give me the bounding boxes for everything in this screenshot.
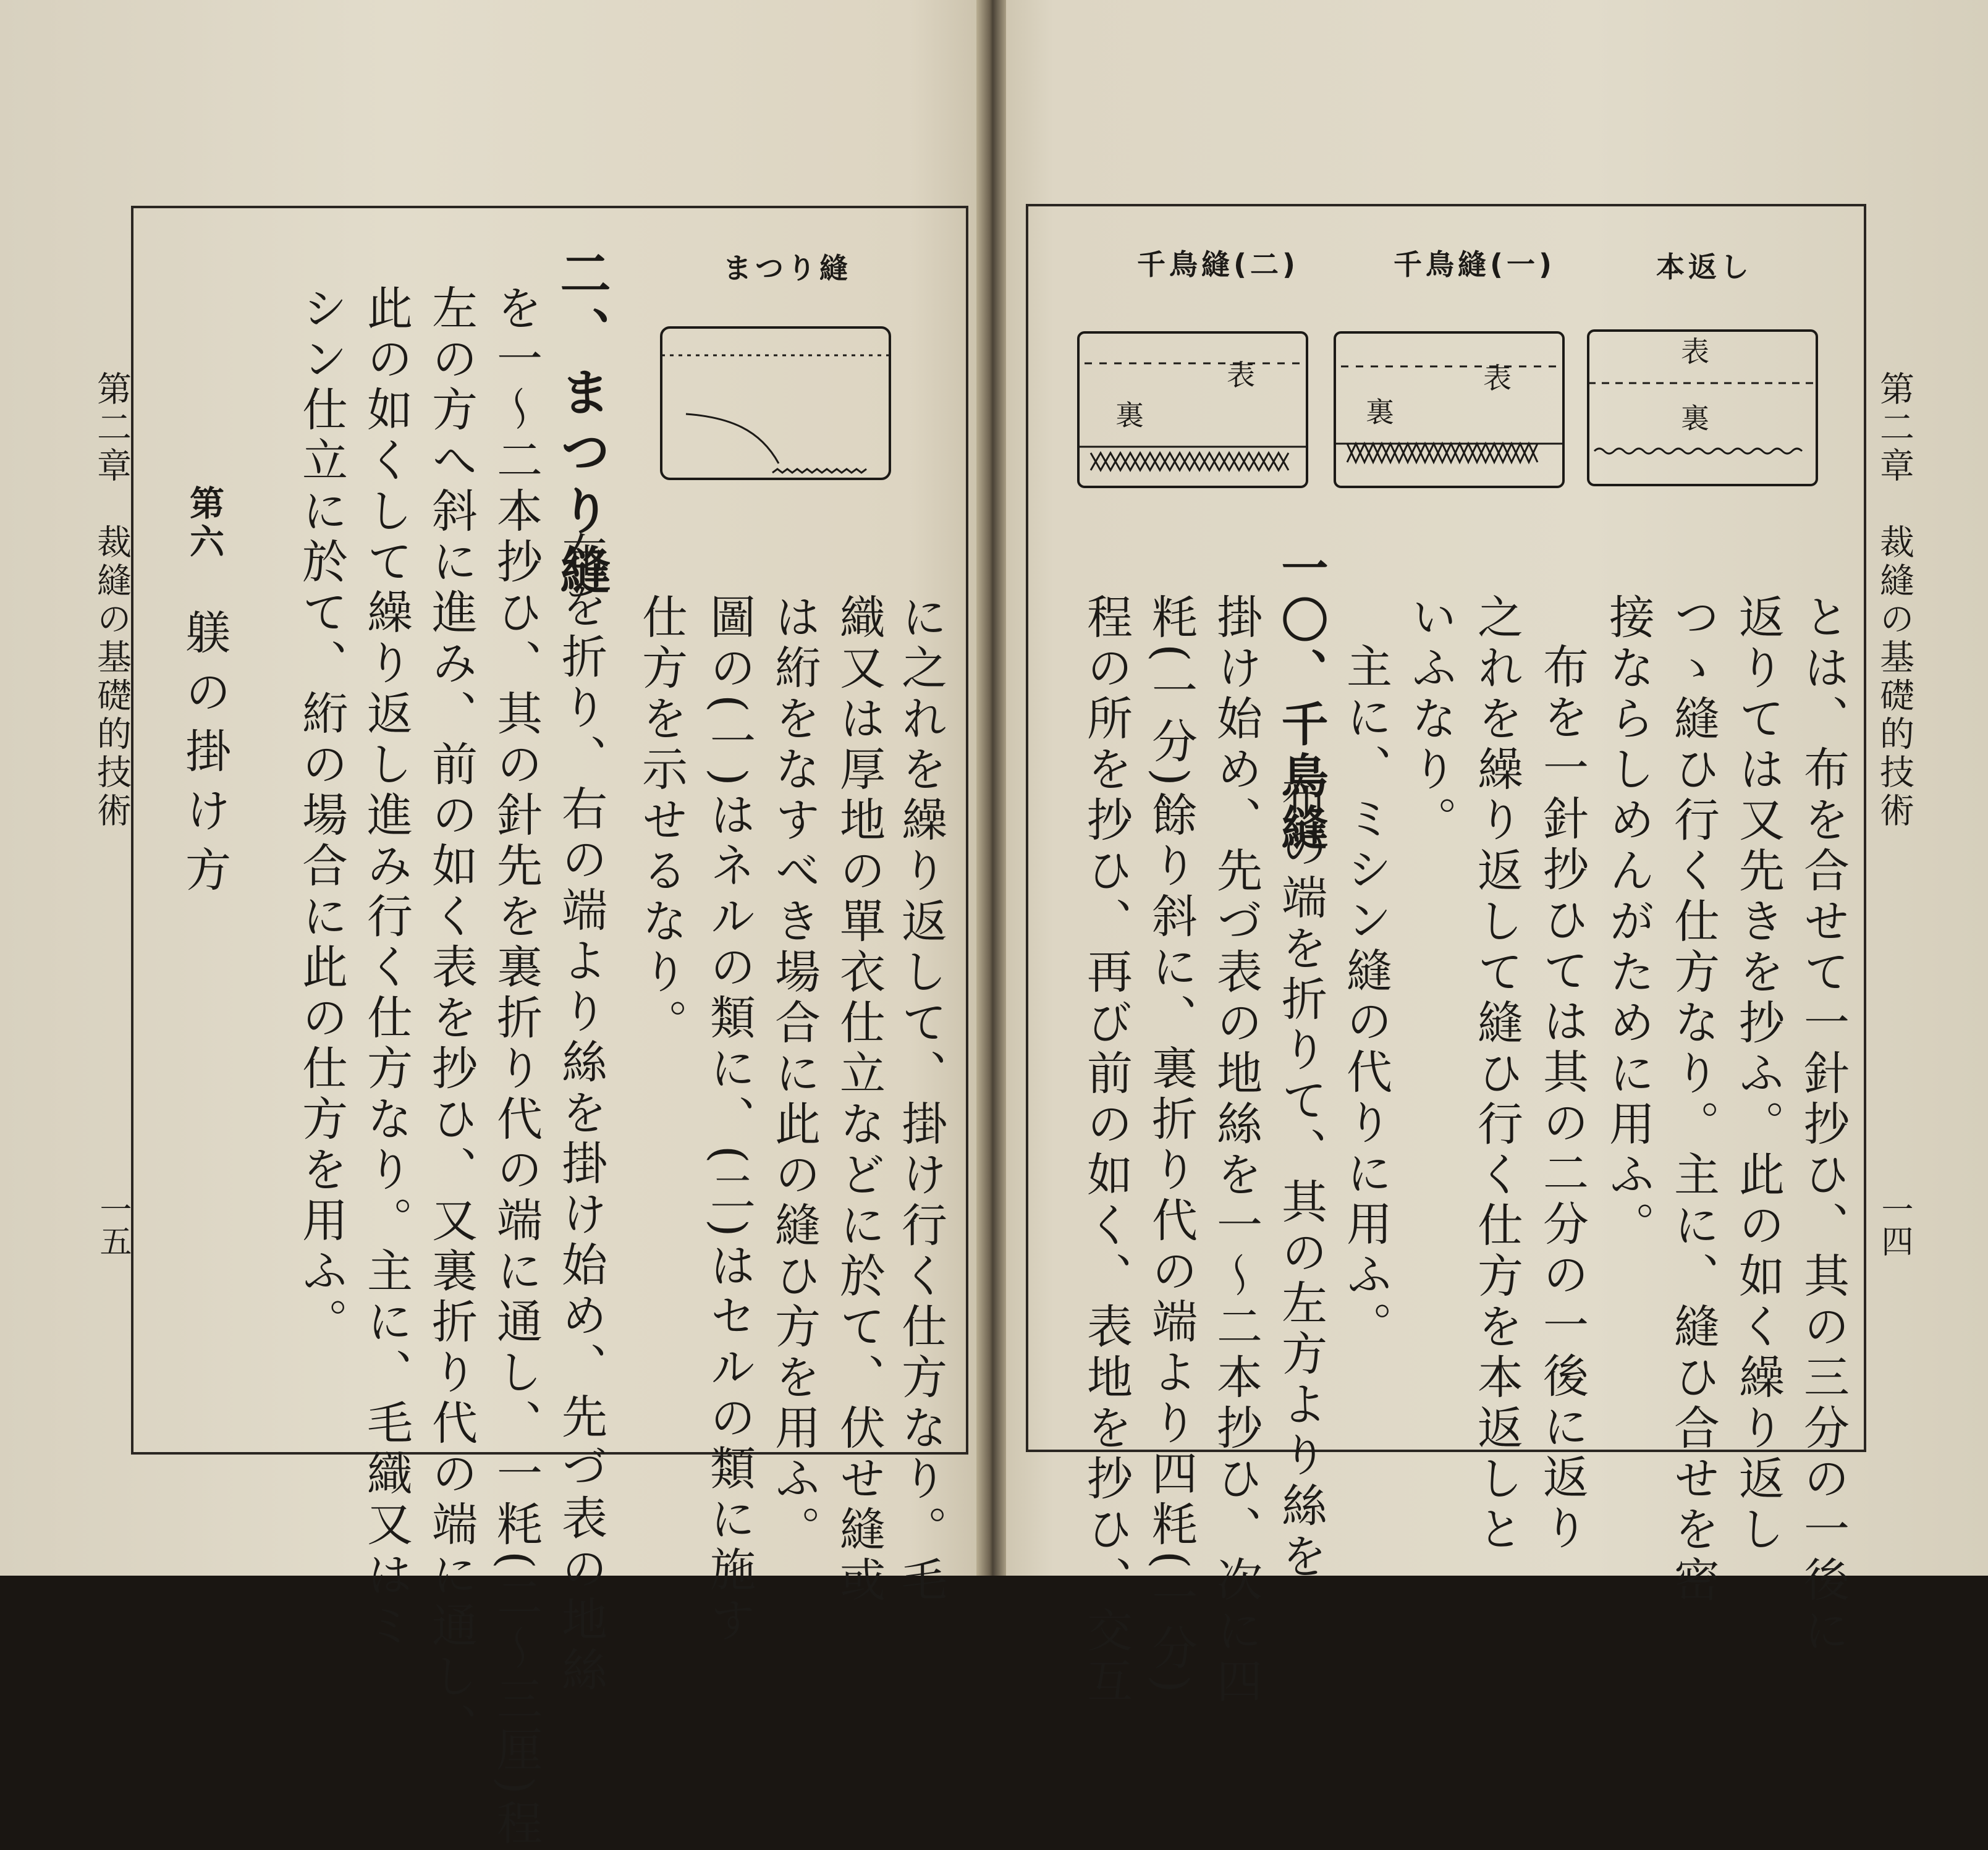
figure-matsuri-nui bbox=[655, 321, 902, 494]
body-column: 粍(一分)餘り斜に、裏折り代の端より四粍(一分) bbox=[1144, 593, 1198, 1698]
body-column: は絎をなすべき場合に此の縫ひ方を用ふ。 bbox=[768, 593, 821, 1556]
page-number-left: 一五 bbox=[94, 1193, 131, 1257]
section-heading-matsuri: 二、まつり縫 bbox=[552, 247, 611, 603]
body-column: 織又は厚地の單衣仕立などに於て、伏せ縫或 bbox=[832, 593, 886, 1607]
label-back: 裏 bbox=[1115, 399, 1144, 432]
label-back: 裏 bbox=[1366, 395, 1394, 429]
body-column: 圖の(一)はネルの類に、(二)はセルの類に施す bbox=[703, 593, 756, 1647]
body-column: 布を折り、右の端より絲を掛け始め、先づ表の地絲 bbox=[554, 531, 607, 1697]
body-column: を一〜二本抄ひ、其の針先を裏折り代の端に通し、一粍(二〜三厘)程 bbox=[489, 284, 543, 1850]
page-number-right: 一四 bbox=[1876, 1193, 1913, 1257]
section-label: 第六 bbox=[184, 485, 224, 562]
section-title: 躾の掛け方 bbox=[178, 609, 231, 905]
label-front: 表 bbox=[1483, 361, 1512, 395]
body-column: 布を一針抄ひては其の二分の一後に返り bbox=[1536, 643, 1589, 1555]
body-column: 程の所を抄ひ、再び前の如く、表地を抄ひ、交互 bbox=[1080, 593, 1133, 1708]
body-column: 布の端を折りて、其の左方より絲を bbox=[1274, 772, 1327, 1583]
body-column: シン仕立に於て、絎の場合に此の仕方を用ふ。 bbox=[295, 284, 348, 1348]
body-column: つゝ縫ひ行く仕方なり。主に、縫ひ合せを密 bbox=[1667, 593, 1720, 1607]
label-front: 表 bbox=[1681, 335, 1709, 368]
body-column: に之れを繰り返して、掛け行く仕方なり。毛 bbox=[894, 593, 947, 1607]
figure-chidori-2 bbox=[1072, 326, 1319, 505]
book-gutter bbox=[976, 0, 1006, 1576]
body-column: 之れを繰り返して縫ひ行く仕方を本返しと bbox=[1470, 593, 1523, 1556]
body-column: とは、布を合せて一針抄ひ、其の三分の一後に bbox=[1796, 593, 1850, 1657]
label-front: 表 bbox=[1227, 358, 1255, 392]
body-column: いふなり。 bbox=[1404, 593, 1457, 847]
body-column: 主に、ミシン縫の代りに用ふ。 bbox=[1339, 643, 1392, 1352]
body-column: 返りては又先きを抄ふ。此の如く繰り返し bbox=[1732, 593, 1785, 1556]
figure-chidori-1 bbox=[1329, 326, 1576, 505]
body-column: 左の方へ斜に進み、前の如く表を抄ひ、又裏折り代の端に通し、 bbox=[425, 284, 478, 1754]
running-head-right: 第二章 裁縫の基礎的技術 bbox=[1874, 371, 1914, 830]
figure-caption-matsuri: まつり縫 bbox=[723, 251, 852, 285]
label-back: 裏 bbox=[1681, 402, 1709, 435]
figure-caption-chidori-1: 千鳥縫(一) bbox=[1394, 248, 1556, 281]
section-heading-chidori: 一〇、千鳥縫 bbox=[1274, 544, 1329, 855]
body-column: 仕方を示せるなり。 bbox=[635, 593, 688, 1049]
figure-caption-chidori-2: 千鳥縫(二) bbox=[1137, 248, 1300, 281]
figure-caption-hon-gaeshi: 本返し bbox=[1656, 250, 1753, 284]
figure-hon-gaeshi bbox=[1582, 324, 1829, 504]
body-column: 此の如くして繰り返し進み行く仕方なり。主に、毛織又はミ bbox=[360, 284, 413, 1652]
body-column: 接ならしめんがために用ふ。 bbox=[1602, 593, 1655, 1252]
body-column: 掛け始め、先づ表の地絲を一〜二本抄ひ、次に四 bbox=[1209, 593, 1263, 1708]
running-head-left: 第二章 裁縫の基礎的技術 bbox=[91, 371, 132, 830]
